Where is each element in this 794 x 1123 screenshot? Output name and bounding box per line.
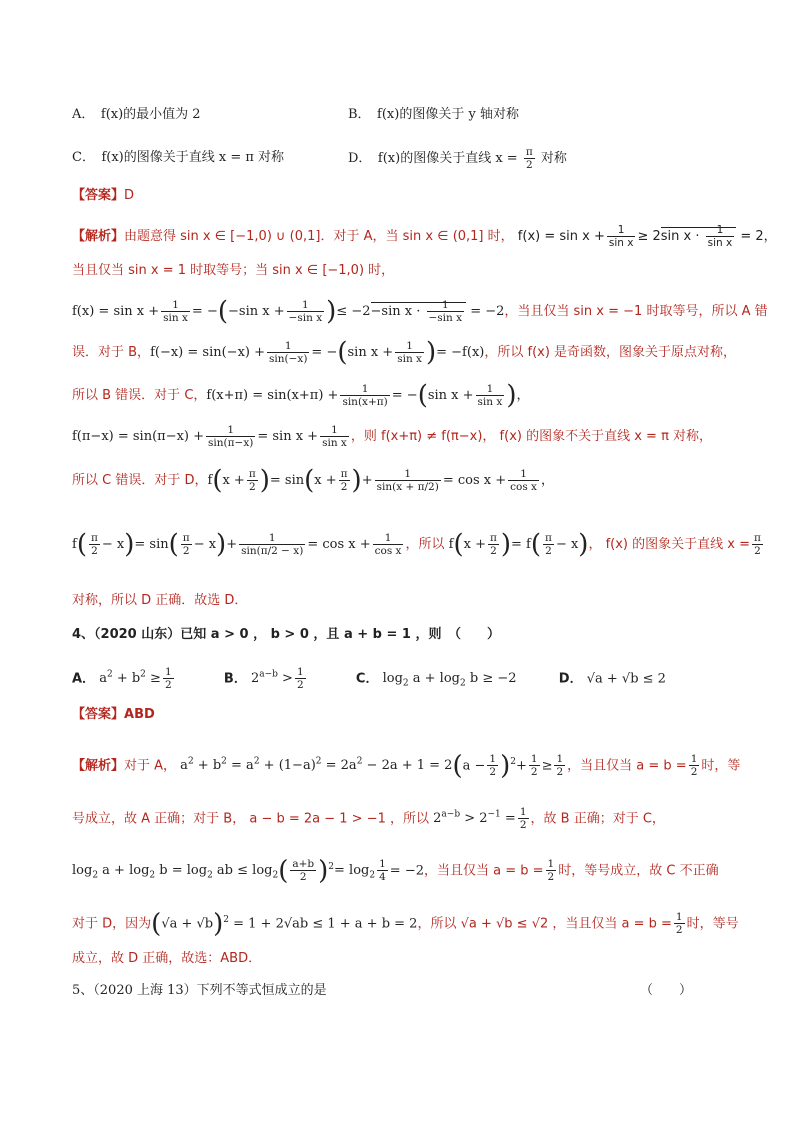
q3-solution-line-8: f( $\frac{\pi}{2}$ − x)= sin( $\frac{\pi}{2}$ − x)+ $\frac{1}{\sin(\pi/2 - x)}$ = cos x + $\frac{1}{\text{cos x}}$ ，所以 f(x + $\frac{\pi}{2}$ )= f( $\frac{\pi}{2}$ − x)， f(x) 的图象关于直线 x = $\frac{\pi}{2}$	[72, 529, 761, 560]
q5-stem: 5、（2020 上海 13）下列不等式恒成立的是	[72, 983, 327, 998]
q5-answer-bracket: （ ）	[640, 983, 693, 998]
q3-solution-line-6: f(π−x) = sin(π−x) + $\frac{1}{\sin(\pi-x)}$ = sin x + $\frac{1}{\text{sin x}}$ ，则 f(x+π) ≠ f(π−x)， f(x) 的图象不关于直线 x = π 对称，	[72, 424, 713, 449]
q3-solution-line-1: 【解析】由题意得 sin x ∈ [−1,0) ∪ (0,1]．对于 A，当 sin x ∈ (0,1] 时， f(x) = sin x + $\frac{1}{\text{sin x}}$ ≥ 2sin x · $\frac{1}{\text{sin x}}$ = 2，	[72, 224, 777, 249]
q3-solution-line-7: 所以 C 错误．对于 D，f(x + $\frac{\pi}{2}$ )= sin(x + $\frac{\pi}{2}$ )+ $\frac{1}{\sin(x + \pi/2)}$ = cos x + $\frac{1}{\text{cos x}}$ ，	[72, 465, 554, 496]
q3-option-a: A． f(x)的最小值为 2	[72, 107, 201, 122]
q4-answer: 【答案】ABD	[72, 707, 155, 722]
q3-answer: 【答案】D	[72, 188, 135, 203]
q4-solution-line-2: 号成立，故 A 正确；对于 B， a − b = 2a − 1 > −1 ，所以 $2^{a-b} > 2^{-1}$ = $\frac{1}{2}$ ，故 B 正确；对于 C，	[72, 806, 665, 832]
q4-solution-line-5: 成立，故 D 正确，故选：ABD．	[72, 951, 262, 966]
q4-solution-line-1: 【解析】对于 A， $a^2 + b^2 = a^2 + (1-a)^2 = 2a^2 - 2a + 1 = 2(a$ − $\frac{1}{2}$ )$^2$+ $\frac{1}{2}$ ≥ $\frac{1}{2}$ ，当且仅当 a = b = $\frac{1}{2}$ 时，等	[72, 750, 741, 781]
q4-solution-line-3: $\log_2 a + \log_2 b = \log_2$ ab ≤ $\log_2$( $\frac{a+b}{2}$ )$^2= \log_2$ $\frac{1}{4}$ = −2，当且仅当 a = b = $\frac{1}{2}$ 时，等号成立，故 C 不正确	[72, 855, 719, 886]
q3-solution-line-4: 误．对于 B，f(−x) = sin(−x) + $\frac{1}{\sin(-x)}$ = −(sin x + $\frac{1}{\text{sin x}}$ )= −f(x)，所以 f(x) 是奇函数，图象关于原点对称，	[72, 337, 737, 368]
q3-option-d: D． f(x)的图像关于直线 x = $\frac{\pi}{2}$ 对称	[348, 146, 567, 171]
q4-options: A． $a^2 + b^2$ ≥ $\frac{1}{2}$ B． $2^{a-b}$ > $\frac{1}{2}$ C． $\log_2 a + \log_2 b \ge -2$ D． √a + √b ≤ 2	[72, 666, 666, 692]
q3-option-c: C． f(x)的图像关于直线 x = π 对称	[72, 150, 285, 165]
q3-option-b: B． f(x)的图像关于 y 轴对称	[348, 107, 519, 122]
q3-solution-line-9: 对称，所以 D 正确．故选 D．	[72, 593, 248, 608]
q4-stem: 4、（2020 山东）已知 a > 0 ， b > 0 ，且 a + b = 1 ，则 （ ）	[72, 627, 500, 642]
q3-solution-line-3: f(x) = sin x + $\frac{1}{\text{sin x}}$ = −(−sin x + $\frac{1}{\text{−sin x}}$ )≤ −2−sin x · $\frac{1}{\text{−sin x}}$ = −2，当且仅当 sin x = −1 时取等号，所以 A 错	[72, 296, 768, 327]
q3-solution-line-2: 当且仅当 sin x = 1 时取等号；当 sin x ∈ [−1,0) 时，	[72, 263, 395, 278]
q4-solution-line-4: 对于 D，因为$(√a + √b)^2 = 1 + 2√ab \le 1 + a + b = 2$，所以 √a + √b ≤ √2 ，当且仅当 a = b = $\frac{1}{2}$ 时，等号	[72, 908, 739, 939]
q3-solution-line-5: 所以 B 错误．对于 C，f(x+π) = sin(x+π) + $\frac{1}{\sin(x+\pi)}$ = −(sin x + $\frac{1}{\text{sin x}}$ )，	[72, 380, 530, 411]
